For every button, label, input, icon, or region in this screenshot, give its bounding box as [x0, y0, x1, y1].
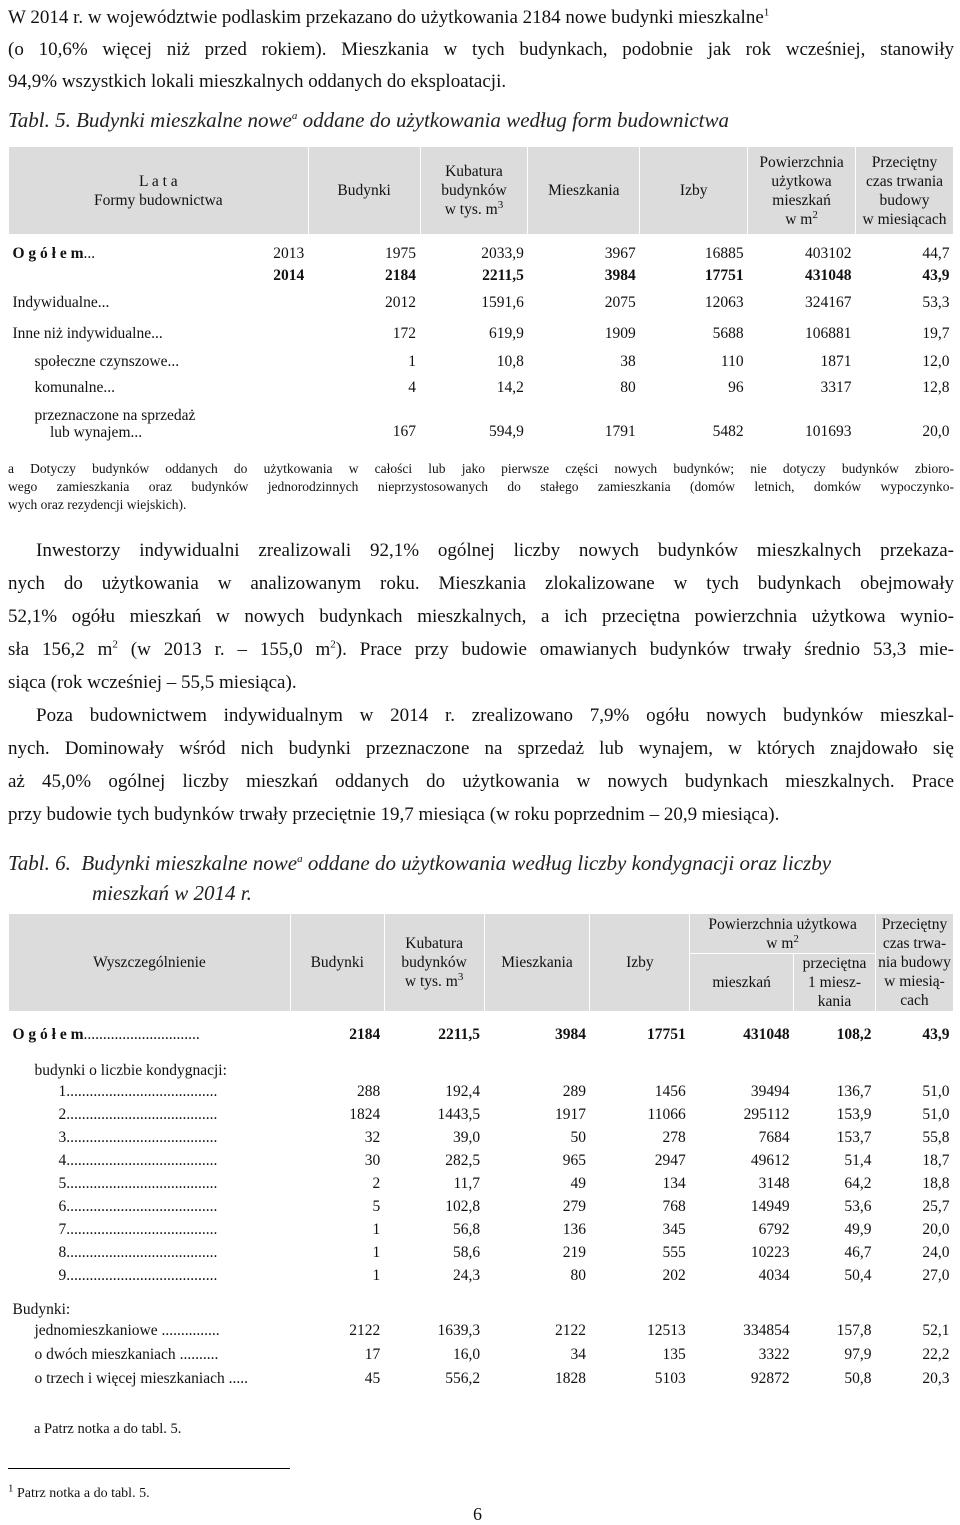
col-czas: Przeciętny czas trwania budowy w miesiącach [856, 147, 954, 235]
table-row: 4....................................... 30 282,5 965 2947 49612 51,4 18,7 [58, 1151, 950, 1169]
table6-header [9, 914, 954, 954]
table-row: komunalne... 4 14,2 80 96 3317 12,8 [34, 379, 950, 396]
col-izby: Izby [640, 147, 748, 235]
col-kubatura: Kubatura budynków w tys. $m^3$ [384, 914, 484, 1012]
footnote-separator [8, 1468, 290, 1469]
col-budynki: Budynki [290, 914, 384, 1012]
footnote-ref: 1 [763, 6, 770, 19]
table5-header [9, 147, 954, 235]
col-pow-przecietna: przeciętna 1 miesz- kania [794, 954, 876, 1012]
page-number: 6 [473, 1504, 482, 1524]
col-mieszkania: Mieszkania [484, 914, 590, 1012]
col-czas: Przeciętny czas trwa- nia budowy w miesią- cach [875, 914, 953, 1012]
body-text [8, 534, 954, 831]
table-row: 2014 2184 2211,5 3984 17751 431048 43,9 [273, 267, 950, 284]
table-row: 8....................................... 1 58,6 219 555 10223 46,7 24,0 [58, 1243, 950, 1261]
body-line: sła 156,2 $m^2$ (w 2013 r. – 155,0 $m^2$). Prace przy budowie omawianych budynków trwały średnio 53,3 mie- [8, 638, 955, 660]
table-row: 5....................................... 2 11,7 49 134 3148 64,2 18,8 [58, 1174, 950, 1192]
intro-line: W 2014 r. w województwie podlaskim przekazano do użytkowania 2184 nowe budynki mieszkalne [8, 7, 764, 28]
body-line: Poza budownictwem indywidualnym w 2014 r. zrealizowano 7,9% ogółu nowych budynków mieszkal- [36, 705, 954, 726]
table-row: O g ó ł e m... 2013 1975 2033,9 3967 16885 403102 44,7 [12, 245, 950, 262]
col-powierzchnia: Powierzchnia użytkowa w $m^2$ [690, 914, 876, 954]
body-line: 52,1% ogółu mieszkań w nowych budynkach mieszkalnych, a ich przeciętna powierzchnia użytkowa wynio- [8, 606, 954, 627]
col-pow-mieszkan: mieszkań [690, 954, 794, 1012]
table-row: Indywidualne... 2012 1591,6 2075 12063 324167 53,3 [12, 294, 950, 311]
table-row: o trzech i więcej mieszkaniach ..... 45 556,2 1828 5103 92872 50,8 20,3 [34, 1370, 950, 1387]
table-row: O g ó ł e m.............................. 2184 2211,5 3984 17751 431048 108,2 43,9 [12, 1026, 950, 1043]
table-row: 3....................................... 32 39,0 50 278 7684 153,7 55,8 [58, 1128, 950, 1146]
intro-paragraph [8, 2, 954, 98]
table-row: Inne niż indywidualne... 172 619,9 1909 5688 106881 19,7 [12, 325, 950, 342]
body-line: nych. Dominowały wśród nich budynki przeznaczone na sprzedaż lub wynajem, w których znajdowało się [8, 738, 954, 759]
intro-line: (o 10,6% więcej niż przed rokiem). Mieszkania w tych budynkach, podobnie jak rok wcześniej, stanowiły [8, 39, 954, 60]
table-row: budynki o liczbie kondygnacji: [34, 1062, 227, 1079]
col-izby: Izby [590, 914, 690, 1012]
col-wyszczegolnienie: Wyszczególnienie [9, 914, 291, 1012]
table5 [8, 146, 954, 441]
table-row: 1....................................... 288 192,4 289 1456 39494 136,7 51,0 [58, 1082, 950, 1100]
table-row: jednomieszkaniowe ............... 2122 1639,3 2122 12513 334854 157,8 52,1 [34, 1322, 950, 1339]
col-powierzchnia: Powierzchnia użytkowa mieszkań w $m^2$ [748, 147, 856, 235]
table-row: 7....................................... 1 56,8 136 345 6792 49,9 20,0 [58, 1220, 950, 1238]
table6 [8, 913, 954, 1391]
table5-title: Tabl. 5. Budynki mieszkalne nowe$^a$ oddane do użytkowania według form budownictwa [8, 108, 730, 132]
body-line: siąca (rok wcześniej – 55,5 miesiąca). [8, 672, 297, 693]
intro-line: 94,9% wszystkich lokali mieszkalnych oddanych do eksploatacji. [8, 71, 507, 92]
table-row: 2....................................... 1824 1443,5 1917 11066 295112 153,9 51,0 [58, 1105, 950, 1123]
body-line: przy budowie tych budynków trwały przeciętnie 19,7 miesiąca (w roku poprzednim – 20,9 miesiąca). [8, 804, 780, 825]
table-row: 6....................................... 5 102,8 279 768 14949 53,6 25,7 [58, 1197, 950, 1215]
col-lata: L a t a Formy budownictwa [9, 147, 309, 235]
page-footnote: $^1$ Patrz notka a do tabl. 5. [8, 1482, 150, 1501]
table-row: o dwóch mieszkaniach .......... 17 16,0 34 135 3322 97,9 22,2 [34, 1346, 950, 1363]
col-mieszkania: Mieszkania [528, 147, 640, 235]
body-line: nych do użytkowania w analizowanym roku. Mieszkania zlokalizowane w tych budynkach obejmowały [8, 573, 954, 594]
table-row: Budynki: [12, 1301, 71, 1318]
table6-footnote: a Patrz notka a do tabl. 5. [34, 1421, 182, 1437]
body-line: Inwestorzy indywidualni zrealizowali 92,1% ogólnej liczby nowych budynków mieszkalnych przekaza- [36, 540, 954, 561]
table6-title: Tabl. 6. Budynki mieszkalne nowe$^a$ oddane do użytkowania według liczby kondygnacji oraz liczby mieszkań w 2014 r. [8, 851, 832, 905]
table-row: społeczne czynszowe... 1 10,8 38 110 1871 12,0 [34, 353, 950, 370]
table5-footnote: a Dotyczy budynków oddanych do użytkowania w całości lub jako pierwsze części nowych budynków; nie dotyczy budynków zbioro- wego zamieszkania oraz budynków jednorodzinnych nieprzystosowanych do stałego zamieszkania (domów letnich, domków wypoczynko- wych oraz rezydencji wiejskich). [8, 461, 954, 512]
col-kubatura: Kubatura budynków w tys. $m^3$ [420, 147, 528, 235]
table-row: 9....................................... 1 24,3 80 202 4034 50,4 27,0 [58, 1266, 950, 1284]
col-budynki: Budynki [308, 147, 420, 235]
table-row: przeznaczone na sprzedaż lub wynajem... 167 594,9 1791 5482 101693 20,0 [34, 407, 950, 441]
body-line: aż 45,0% ogólnej liczby mieszkań oddanych do użytkowania w nowych budynkach mieszkalnych. Prace [8, 771, 954, 792]
